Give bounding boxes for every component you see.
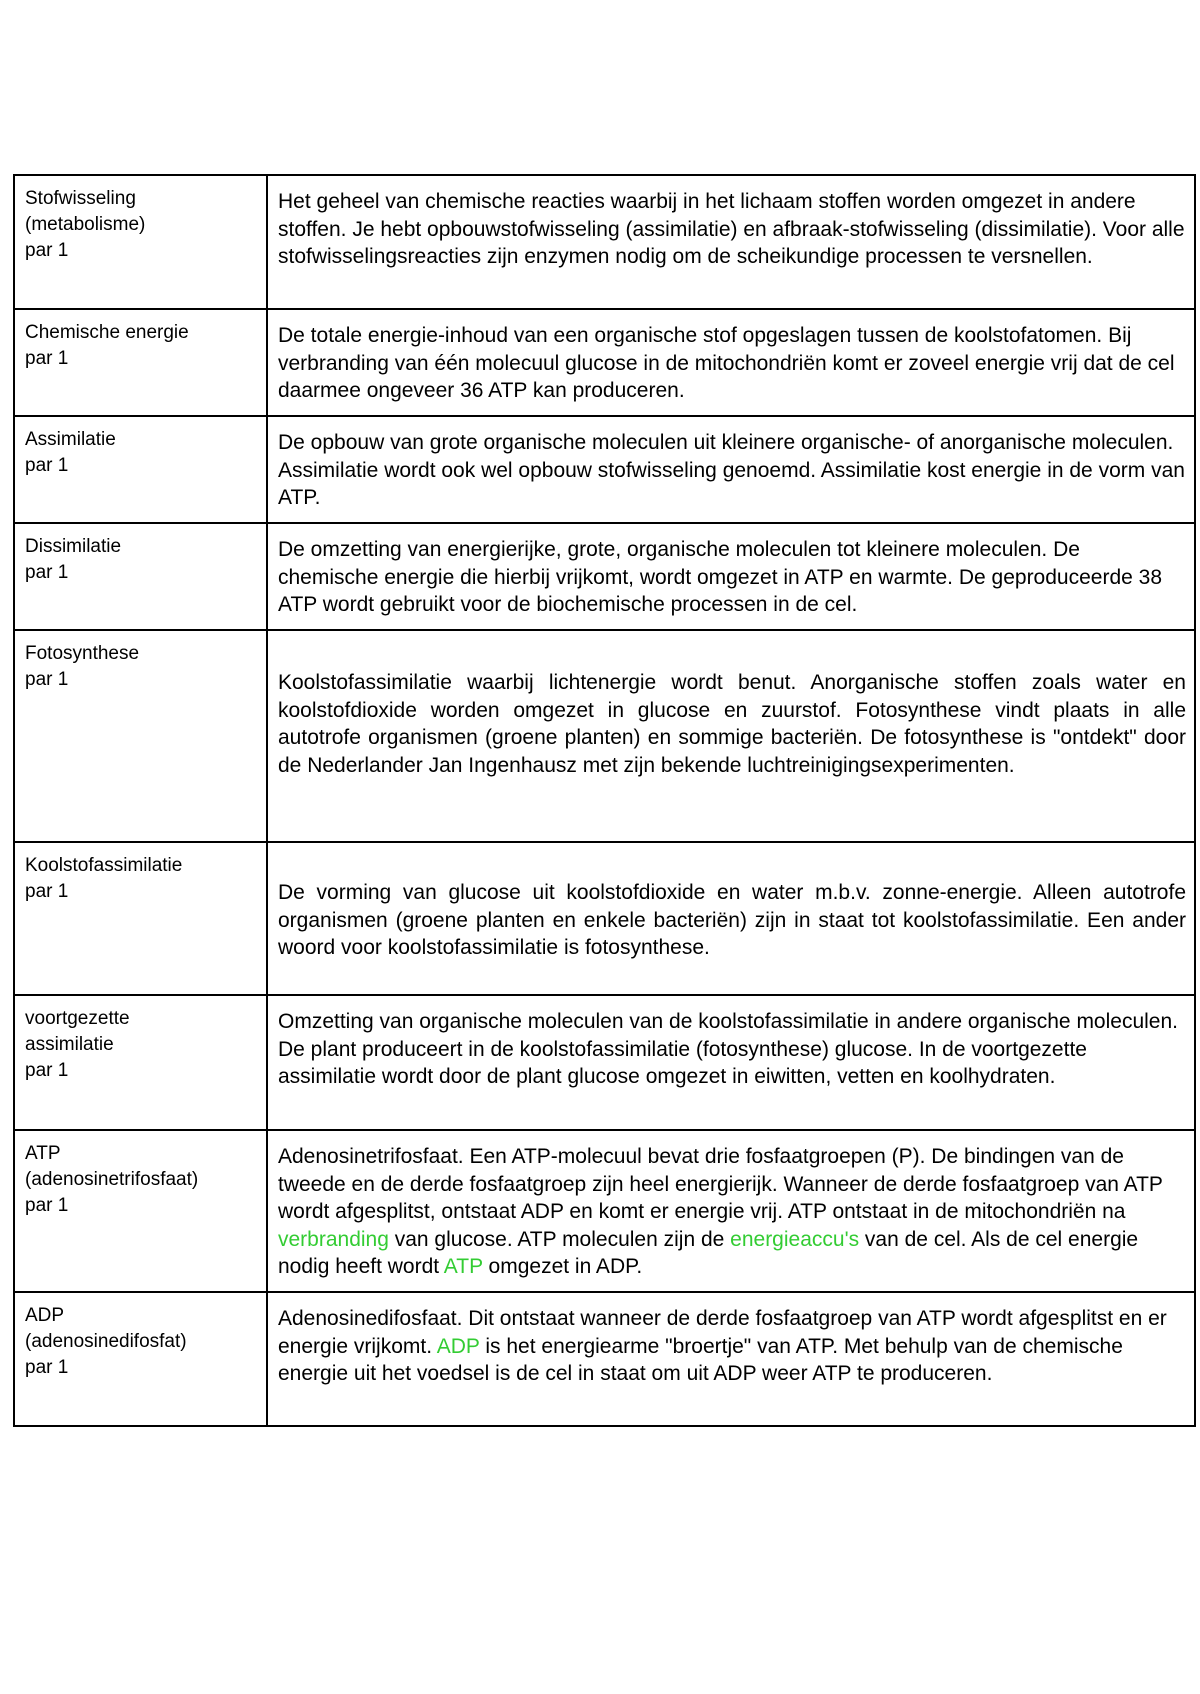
term-cell [14,842,267,995]
term-text: voortgezette [25,1008,130,1029]
table-row [14,1292,1195,1426]
definition-text: Koolstofassimilatie waarbij lichtenergie wordt benut. Anorganische stoffen zoals water en koolstofdioxide worden omgezet in glucose en zuurstof. Fotosynthese vindt plaats in alle autotrofe organismen (groene planten) en sommige bacteriën. De fotosynthese is "ontdekt" door de Nederlander Jan Ingenhausz met zijn bekende luchtreinigingsexperimenten. [278,671,1186,777]
table-row [14,630,1195,842]
term-reference: par 1 [25,1195,69,1216]
table-row [14,842,1195,995]
definition-cell [267,995,1195,1130]
term-text: (metabolisme) [25,214,146,235]
definition-text-segment: Adenosinetrifosfaat. Een ATP-molecuul bevat drie fosfaatgroepen (P). De bindingen van de tweede en de derde fosfaatgroep zijn heel energierijk. Wanneer de derde fosfaatgroep van ATP wordt afgesplitst, ontstaat ADP en komt er energie vrij. ATP ontstaat in de mitochondriën na [278,1145,1163,1223]
term-text: assimilatie [25,1034,114,1055]
definition-text [278,1143,1186,1281]
definition-cell [267,175,1195,309]
definition-text-segment: Adenosinedifosfaat. Dit ontstaat wanneer de derde fosfaatgroep van ATP wordt afgesplitst en er energie vrijkomt. [278,1307,1167,1358]
definition-text: De vorming van glucose uit koolstofdioxide en water m.b.v. zonne-energie. Alleen autotrofe organismen (groene planten en enkele bacteriën) zijn in staat tot koolstofassimilatie. Een ander woord voor koolstofassimilatie is fotosynthese. [278,881,1186,959]
term-cell [14,309,267,416]
definition-cell [267,523,1195,630]
term-reference: par 1 [25,562,69,583]
definition-text: Omzetting van organische moleculen van de koolstofassimilatie in andere organische moleculen. De plant produceert in de koolstofassimilatie (fotosynthese) glucose. In de voortgezette assimilatie wordt door de plant glucose omgezet in eiwitten, vetten en koolhydraten. [278,1010,1178,1088]
definition-text-segment: is het energiearme "broertje" van ATP. Met behulp van de chemische energie uit het voedsel is de cel in staat om uit ADP weer ATP te produceren. [278,1334,1123,1385]
table-row [14,523,1195,630]
term-reference: par 1 [25,669,69,690]
table-row [14,175,1195,309]
definition-cell [267,1130,1195,1292]
term-text: ATP [25,1143,61,1164]
term-cell [14,1292,267,1426]
term-reference: par 1 [25,348,69,369]
term-cell [14,1130,267,1292]
definition-text: De omzetting van energierijke, grote, organische moleculen tot kleinere moleculen. De chemische energie die hierbij vrijkomt, wordt omgezet in ATP en warmte. De geproduceerde 38 ATP wordt gebruikt voor de biochemische processen in de cel. [278,538,1162,616]
definition-text [278,1305,1186,1388]
term-cell [14,995,267,1130]
term-text: Assimilatie [25,429,116,450]
term-cell [14,630,267,842]
table-row [14,309,1195,416]
definition-text: De totale energie-inhoud van een organische stof opgeslagen tussen de koolstofatomen. Bij verbranding van één molecuul glucose in de mitochondriën komt er zoveel energie vrij dat de cel daarmee ongeveer 36 ATP kan produceren. [278,324,1175,402]
term-text: Chemische energie [25,322,189,343]
link-atp[interactable]: ATP [443,1255,483,1278]
definition-cell [267,842,1195,995]
term-text: (adenosinetrifosfaat) [25,1169,199,1190]
term-cell [14,416,267,523]
term-text: ADP [25,1305,65,1326]
definition-text-segment: omgezet in ADP. [482,1255,643,1278]
term-cell [14,175,267,309]
term-reference: par 1 [25,1357,69,1378]
glossary-table [13,174,1196,1427]
link-verbranding[interactable]: verbranding [278,1227,389,1251]
definition-cell [267,1292,1195,1426]
definition-cell [267,309,1195,416]
term-reference: par 1 [25,1060,69,1081]
table-row [14,416,1195,523]
link-energieaccus[interactable]: energieaccu's [730,1227,860,1251]
table-row [14,995,1195,1130]
term-text: Fotosynthese [25,643,140,664]
term-text: (adenosinedifosfat) [25,1331,187,1352]
term-text: Koolstofassimilatie [25,855,183,876]
term-text: Stofwisseling [25,188,136,209]
term-reference: par 1 [25,240,69,261]
definition-text-segment: van de cel. Als de cel energie nodig heeft wordt [278,1227,1139,1278]
term-reference: par 1 [25,881,69,902]
definition-cell [267,630,1195,842]
term-cell [14,523,267,630]
definition-text: Het geheel van chemische reacties waarbij in het lichaam stoffen worden omgezet in andere stoffen. Je hebt opbouwstofwisseling (assimilatie) en afbraak-stofwisseling (dissimilatie). Voor alle stofwisselingsreacties zijn enzymen nodig om de scheikundige processen te versnellen. [278,190,1185,268]
term-reference: par 1 [25,455,69,476]
definition-text-segment: van glucose. ATP moleculen zijn de [388,1227,731,1251]
definition-text: De opbouw van grote organische moleculen uit kleinere organische- of anorganische moleculen. Assimilatie wordt ook wel opbouw stofwisseling genoemd. Assimilatie kost energie in de vorm van ATP. [278,431,1185,509]
table-row [14,1130,1195,1292]
definition-cell [267,416,1195,523]
term-text: Dissimilatie [25,536,122,557]
link-adp[interactable]: ADP [436,1334,480,1358]
